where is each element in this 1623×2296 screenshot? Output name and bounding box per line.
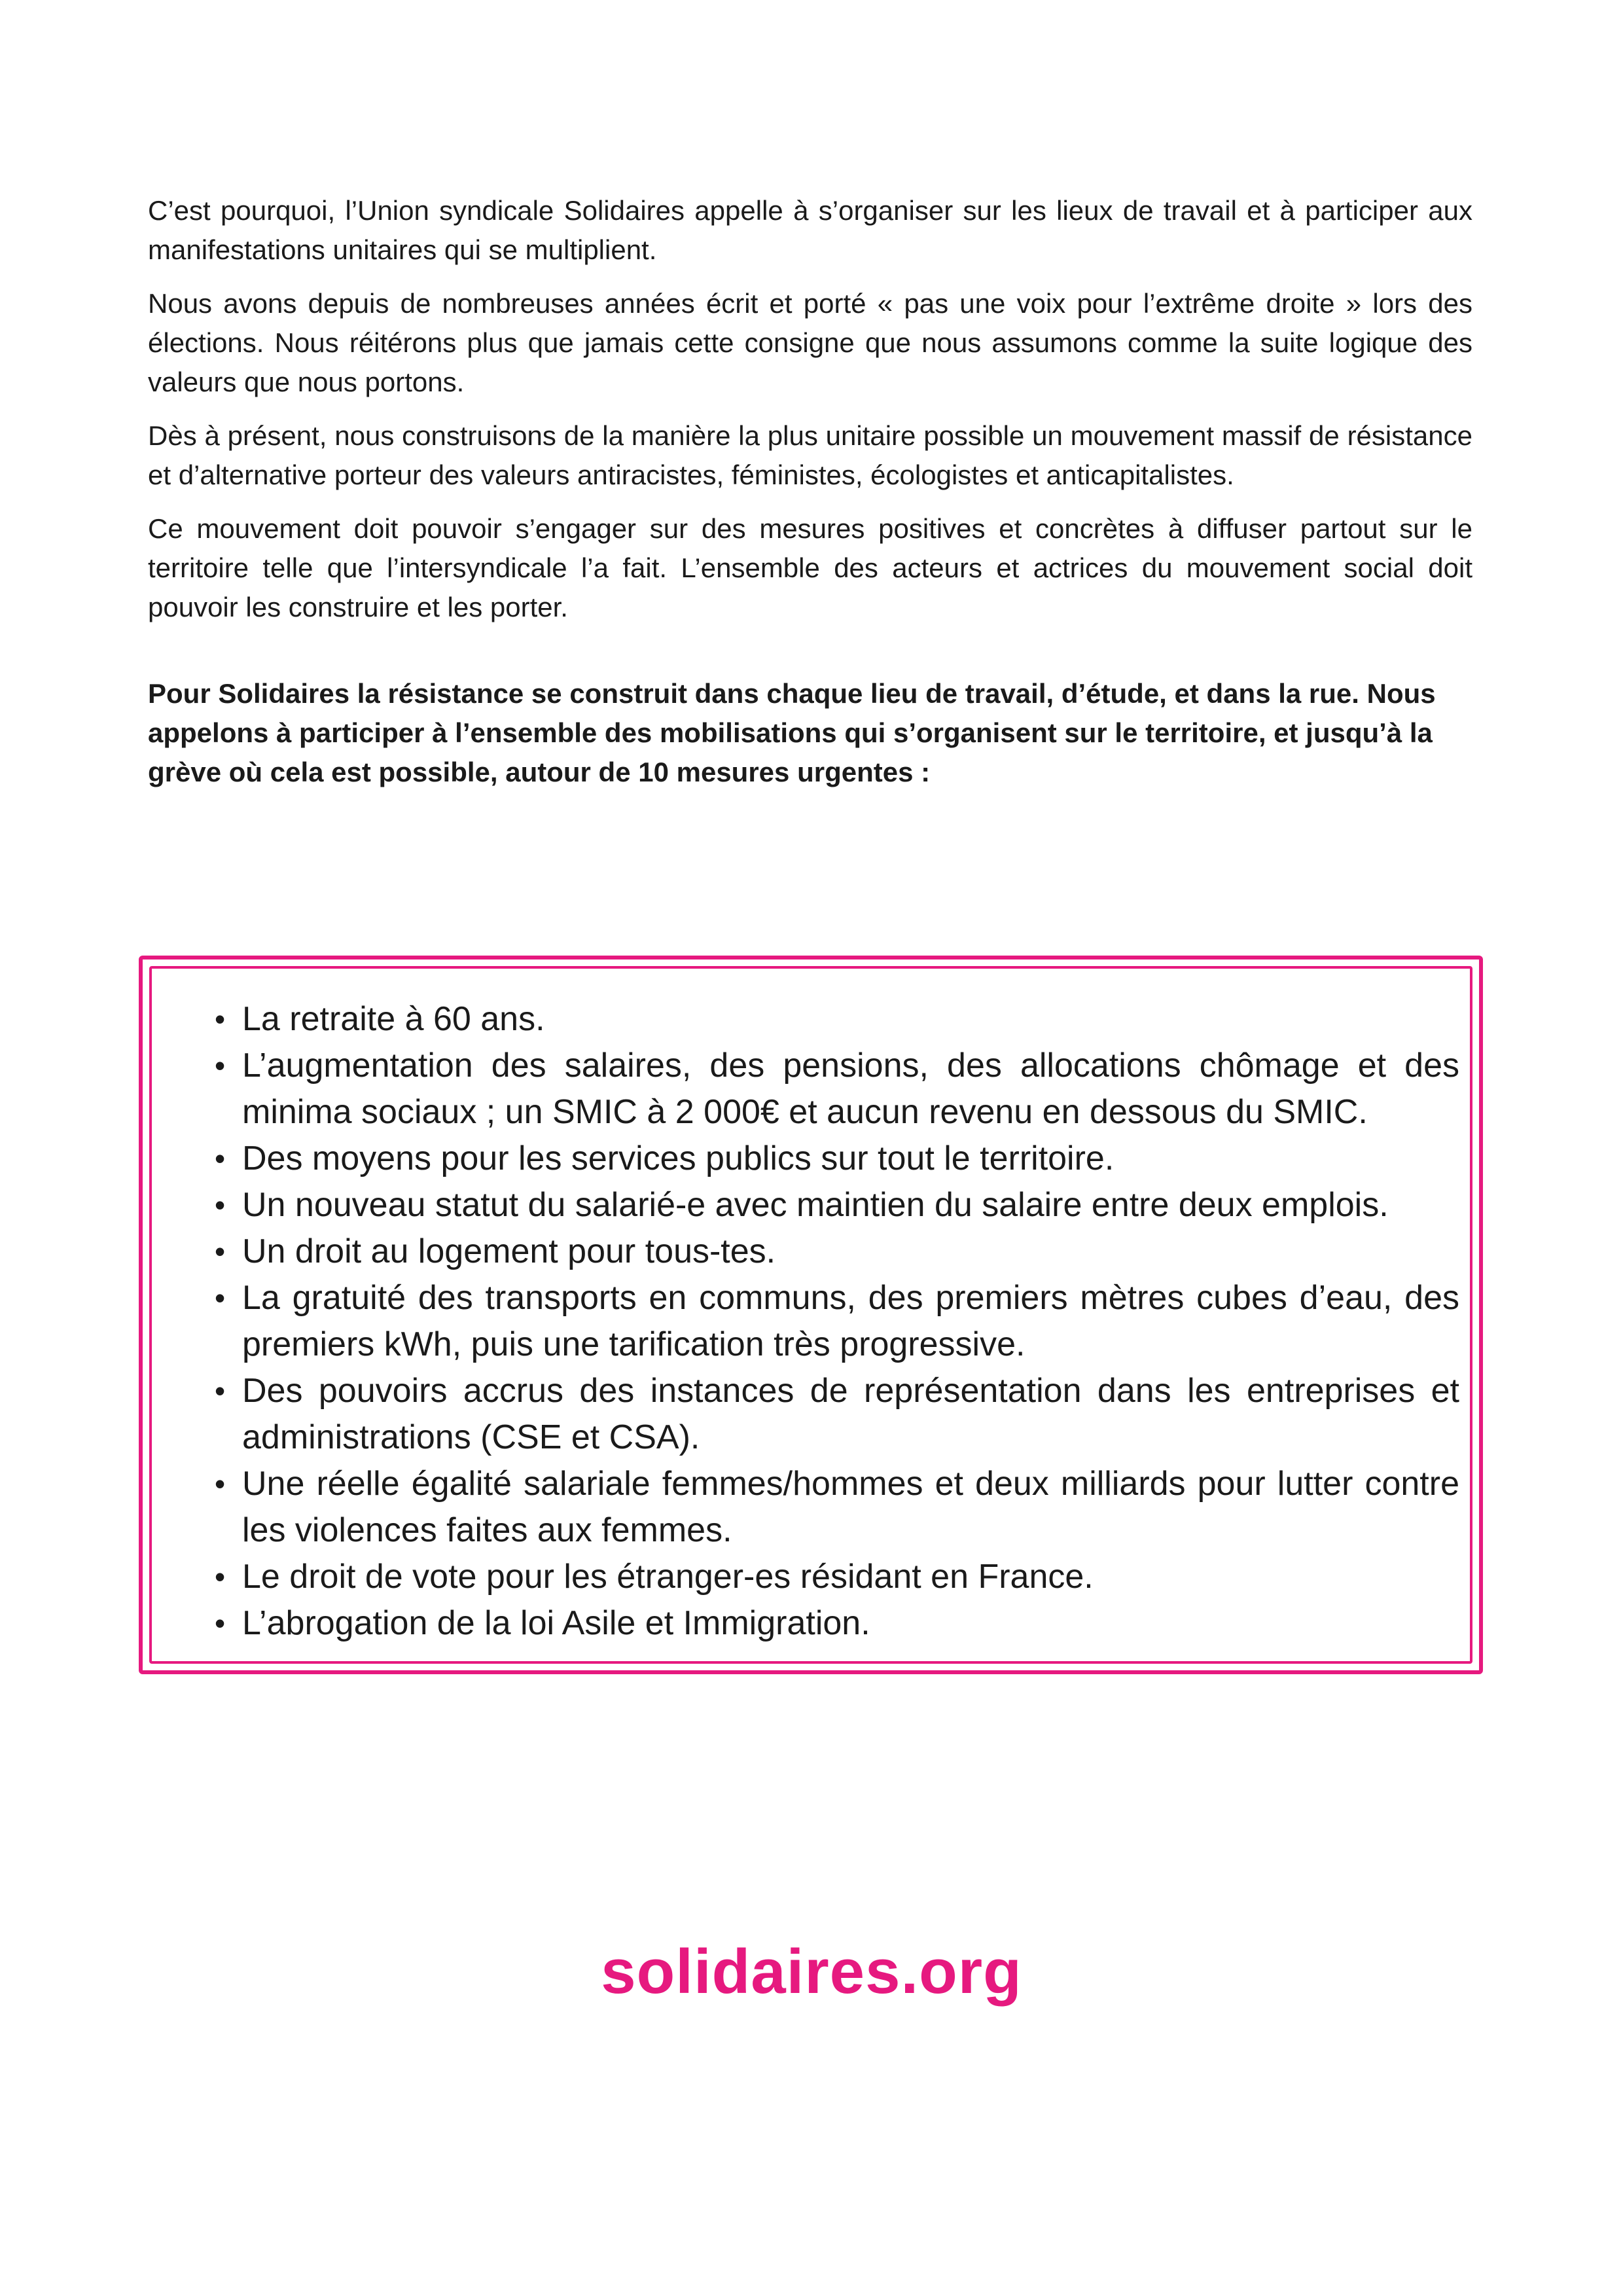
list-item xyxy=(215,1461,1459,1554)
intro-paragraph: Ce mouvement doit pouvoir s’engager sur des mesures positives et concrètes à diffuser partout sur le territoire telle que l’intersyndicale l’a fait. L’ensemble des acteurs et actrices du mouvement social doit pouvoir les construire et les porter. xyxy=(148,513,1472,622)
bullet-icon: • xyxy=(215,1467,226,1501)
list-item xyxy=(215,1229,1459,1275)
intro-paragraph: Nous avons depuis de nombreuses années écrit et porté « pas une voix pour l’extrême droite » lors des élections. Nous réitérons plus que jamais cette consigne que nous assumons comme la suite logique des valeurs que nous portons. xyxy=(148,288,1472,397)
call-to-action: Pour Solidaires la résistance se construit dans chaque lieu de travail, d’étude, et dans la rue. Nous appelons à participer à l’ensemble des mobilisations qui s’organisent sur le territoire, et jusqu’à la grève où cela est possible, autour de 10 mesures urgentes : xyxy=(148,678,1436,787)
measure-text: Le droit de vote pour les étranger-es résidant en France. xyxy=(242,1558,1094,1596)
intro-paragraph: C’est pourquoi, l’Union syndicale Solidaires appelle à s’organiser sur les lieux de travail et à participer aux manifestations unitaires qui se multiplient. xyxy=(148,195,1472,265)
intro-paragraph: Dès à présent, nous construisons de la manière la plus unitaire possible un mouvement massif de résistance et d’alternative porteur des valeurs antiracistes, féministes, écologistes et anticapitalistes. xyxy=(148,420,1472,490)
measure-text: La retraite à 60 ans. xyxy=(242,1000,545,1038)
bullet-icon: • xyxy=(215,1374,226,1408)
bullet-icon: • xyxy=(215,1002,226,1036)
bullet-icon: • xyxy=(215,1141,226,1175)
measure-text: L’abrogation de la loi Asile et Immigration. xyxy=(242,1604,870,1642)
bullet-icon: • xyxy=(215,1606,226,1640)
measure-text: La gratuité des transports en communs, des premiers mètres cubes d’eau, des premiers kWh, puis une tarification très progressive. xyxy=(242,1279,1459,1363)
measures-box xyxy=(139,956,1483,1674)
measure-text: Une réelle égalité salariale femmes/hommes et deux milliards pour lutter contre les violences faites aux femmes. xyxy=(242,1465,1459,1549)
measure-text: Des moyens pour les services publics sur tout le territoire. xyxy=(242,1139,1115,1177)
list-item xyxy=(215,1554,1459,1600)
list-item xyxy=(215,1182,1459,1229)
intro-section xyxy=(148,191,1472,806)
measure-text: Un nouveau statut du salarié-e avec maintien du salaire entre deux emplois. xyxy=(242,1186,1389,1224)
measure-text: L’augmentation des salaires, des pensions, des allocations chômage et des minima sociaux ; un SMIC à 2 000€ et aucun revenu en dessous du SMIC. xyxy=(242,1047,1459,1131)
list-item xyxy=(215,1368,1459,1461)
bullet-icon: • xyxy=(215,1188,226,1222)
measure-text: Un droit au logement pour tous-tes. xyxy=(242,1232,776,1270)
list-item xyxy=(215,1275,1459,1368)
list-item xyxy=(215,1136,1459,1182)
bullet-icon: • xyxy=(215,1234,226,1268)
bullet-icon: • xyxy=(215,1281,226,1315)
list-item xyxy=(215,1043,1459,1136)
website-link[interactable]: solidaires.org xyxy=(601,1937,1022,2007)
measures-list xyxy=(215,996,1459,1647)
bullet-icon: • xyxy=(215,1049,226,1083)
list-item xyxy=(215,1600,1459,1647)
list-item xyxy=(215,996,1459,1043)
measure-text: Des pouvoirs accrus des instances de représentation dans les entreprises et administrations (CSE et CSA). xyxy=(242,1372,1459,1456)
bullet-icon: • xyxy=(215,1560,226,1594)
